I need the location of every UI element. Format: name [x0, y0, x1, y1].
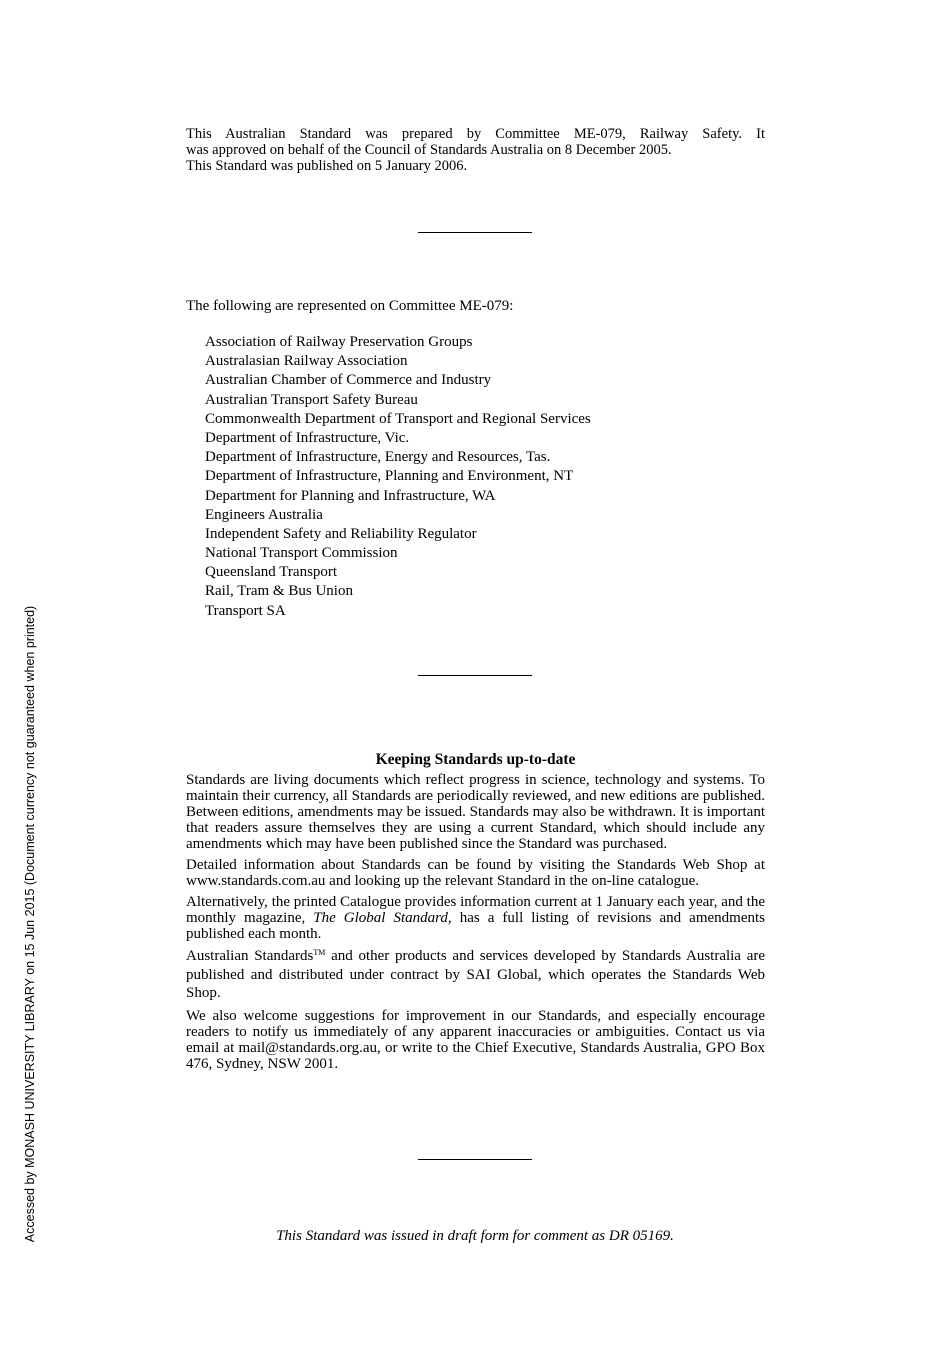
access-watermark-text: Accessed by MONASH UNIVERSITY LIBRARY on 15 Jun 2015 (Document currency not guaranteed when printed) — [23, 605, 37, 1243]
committee-member: Rail, Tram & Bus Union — [205, 583, 353, 600]
body-paragraph: Detailed information about Standards can be found by visiting the Standards Web Shop at www.standards.com.au and looking up the relevant Standard in the on-line catalogue. — [186, 857, 765, 889]
committee-member: Australian Transport Safety Bureau — [205, 391, 418, 408]
committee-member: Transport SA — [205, 602, 286, 619]
keeping-standards-heading: Keeping Standards up-to-date — [375, 751, 576, 768]
committee-member: Commonwealth Department of Transport and Regional Services — [205, 410, 591, 427]
committee-member: Department of Infrastructure, Planning and Environment, NT — [205, 468, 574, 485]
paragraph-text: Australian Standards — [186, 948, 314, 964]
approval-line-2: was approved on behalf of the Council of Standards Australia on 8 December 2005. — [186, 142, 672, 158]
committee-member: Australasian Railway Association — [205, 353, 408, 370]
committee-member: Department for Planning and Infrastructure, WA — [205, 487, 496, 504]
keeping-standards-body — [186, 772, 765, 1077]
approval-statement — [186, 126, 765, 174]
publication-title: The Global Standard, — [313, 910, 452, 926]
committee-members-list — [205, 333, 591, 621]
body-paragraph — [186, 947, 765, 1003]
trademark-mark: TM — [313, 948, 326, 957]
section-divider — [418, 675, 532, 676]
body-paragraph: We also welcome suggestions for improvement in our Standards, and especially encourage readers to notify us immediately of any apparent inaccuracies or ambiguities. Contact us via email at mail@standards.org.au, or write to the Chief Executive, Standards Australia, GPO Box 476, Sydney, NSW 2001. — [186, 1007, 765, 1072]
body-paragraph: Standards are living documents which reflect progress in science, technology and systems. To maintain their currency, all Standards are periodically reviewed, and new editions are published. Between editions, amendments may be issued. Standards may also be withdrawn. It is important that readers assure themselves they are using a current Standard, which should include any amendments which may have been published since the Standard was purchased. — [186, 772, 765, 852]
body-paragraph — [186, 894, 765, 942]
committee-member: Queensland Transport — [205, 564, 338, 581]
committee-member: Independent Safety and Reliability Regulator — [205, 525, 477, 542]
draft-note: This Standard was issued in draft form for comment as DR 05169. — [276, 1228, 674, 1244]
committee-member: Australian Chamber of Commerce and Industry — [205, 372, 492, 389]
committee-member: Engineers Australia — [205, 506, 323, 523]
paragraph-text: and other products and services developed by Standards Australia are published and distributed under contract by SAI Global, which operates the Standards Web Shop. — [186, 948, 766, 1001]
section-divider — [418, 1159, 532, 1160]
approval-line-1: This Australian Standard was prepared by Committee ME-079, Railway Safety. It — [186, 126, 765, 142]
section-divider — [418, 232, 532, 233]
committee-member: National Transport Commission — [205, 545, 398, 562]
committee-intro: The following are represented on Committee ME-079: — [186, 298, 514, 314]
approval-line-3: This Standard was published on 5 January 2006. — [186, 158, 468, 174]
committee-member: Department of Infrastructure, Energy and Resources, Tas. — [205, 449, 551, 466]
committee-member: Association of Railway Preservation Groups — [205, 334, 473, 350]
committee-member: Department of Infrastructure, Vic. — [205, 429, 410, 446]
paragraph-text: Alternatively, the printed Catalogue provides information current at 1 January each year, and the monthly magazine, — [186, 894, 765, 926]
paragraph-text: has a full listing of revisions and amendments published each month. — [186, 910, 765, 942]
